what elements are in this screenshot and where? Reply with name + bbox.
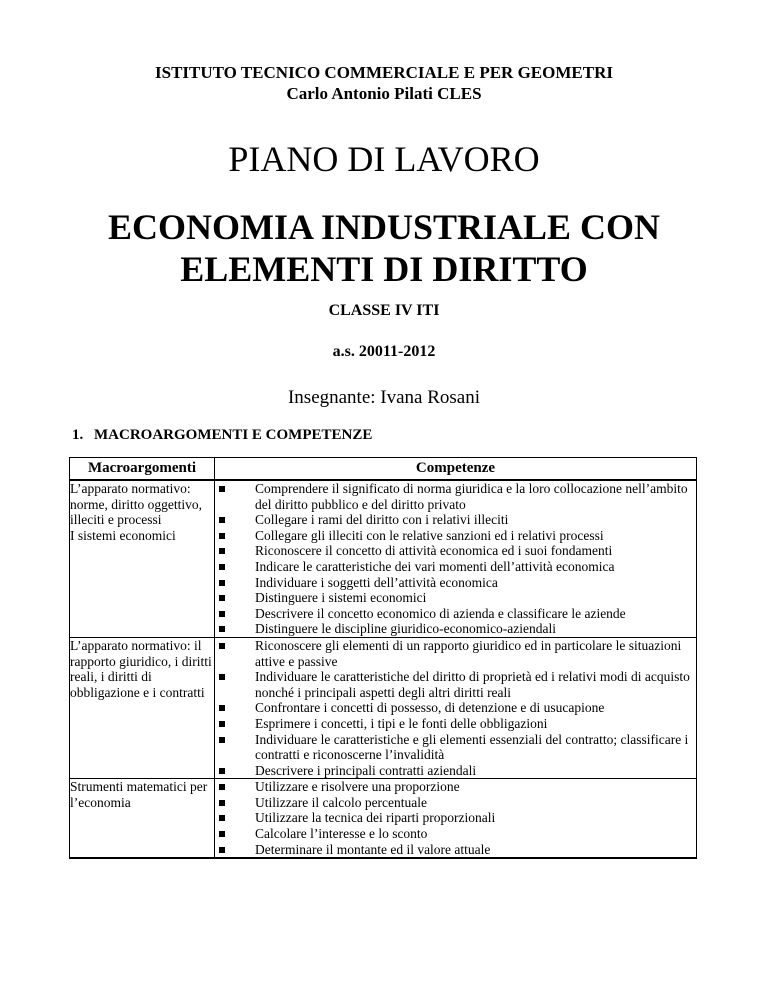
list-item <box>215 763 696 779</box>
competenza-text: Utilizzare la tecnica dei riparti proporzionali <box>255 810 496 826</box>
section-heading <box>72 427 372 444</box>
square-bullet-icon <box>219 548 225 554</box>
school-year-label: a.s. 20011-2012 <box>332 343 436 360</box>
square-bullet-icon <box>219 847 225 853</box>
square-bullet-icon <box>219 595 225 601</box>
square-bullet-icon <box>219 768 225 774</box>
table-row <box>70 637 697 778</box>
square-bullet-icon <box>219 737 225 743</box>
list-item <box>215 795 696 811</box>
macro-item: Strumenti matematici per l’economia <box>70 779 208 810</box>
list-item <box>215 716 696 732</box>
competences-table <box>69 457 697 859</box>
list-item <box>215 621 696 637</box>
square-bullet-icon <box>219 784 225 790</box>
square-bullet-icon <box>219 674 225 680</box>
table-header-row <box>70 458 697 481</box>
teacher-label: Insegnante: Ivana Rosani <box>287 387 481 408</box>
class-label: CLASSE IV ITI <box>328 302 440 319</box>
competenza-text: Individuare i soggetti dell’attività economica <box>255 574 498 590</box>
square-bullet-icon <box>219 580 225 586</box>
school-location: Carlo Antonio Pilati CLES <box>286 84 482 103</box>
macro-item: L’apparato normativo: norme, diritto oggettivo, illeciti e processi <box>70 481 202 528</box>
competenza-text: Utilizzare e risolvere una proporzione <box>255 779 460 795</box>
square-bullet-icon <box>219 486 225 492</box>
square-bullet-icon <box>219 517 225 523</box>
competenza-text: Distinguere le discipline giuridico-economico-aziendali <box>255 621 557 637</box>
list-item <box>215 481 696 512</box>
competenza-text: Collegare gli illeciti con le relative sanzioni ed i relativi processi <box>255 527 604 543</box>
list-item <box>215 606 696 622</box>
subject-line-1: ECONOMIA INDUSTRIALE CON <box>107 207 661 247</box>
section-number: 1. <box>72 427 84 443</box>
competenza-text: Determinare il montante ed il valore attuale <box>255 841 491 857</box>
square-bullet-icon <box>219 831 225 837</box>
list-item <box>215 732 696 763</box>
competenze-cell <box>215 779 697 858</box>
table-row <box>70 779 697 858</box>
list-item <box>215 638 696 669</box>
macro-item: I sistemi economici <box>70 527 176 543</box>
competenza-text: Individuare le caratteristiche e gli elementi essenziali del contratto; classificare i contratti e riconoscerne l’invalidità <box>255 731 689 763</box>
list-item <box>215 543 696 559</box>
square-bullet-icon <box>219 643 225 649</box>
competenza-text: Riconoscere gli elementi di un rapporto giuridico ed in particolare le situazioni attive e passive <box>255 637 682 669</box>
square-bullet-icon <box>219 626 225 632</box>
section-title: MACROARGOMENTI E COMPETENZE <box>94 427 373 443</box>
list-item <box>215 559 696 575</box>
square-bullet-icon <box>219 611 225 617</box>
header-macroargomenti: Macroargomenti <box>70 458 215 481</box>
macro-cell <box>70 637 215 778</box>
macro-cell <box>70 779 215 858</box>
list-item <box>215 528 696 544</box>
competenze-cell <box>215 480 697 637</box>
list-item <box>215 700 696 716</box>
square-bullet-icon <box>219 705 225 711</box>
competenze-list <box>215 481 696 637</box>
document-title: PIANO DI LAVORO <box>228 139 540 179</box>
subject-title <box>0 206 768 290</box>
competenza-text: Comprendere il significato di norma giuridica e la loro collocazione nell’ambito del diritto pubblico e del diritto privato <box>255 481 688 512</box>
competenze-list <box>215 638 696 778</box>
header-competenze: Competenze <box>215 458 697 481</box>
competenza-text: Riconoscere il concetto di attività economica ed i suoi fondamenti <box>255 543 613 559</box>
square-bullet-icon <box>219 800 225 806</box>
list-item <box>215 779 696 795</box>
school-header <box>0 62 768 104</box>
competenza-text: Calcolare l’interesse e lo sconto <box>255 826 428 842</box>
competenza-text: Individuare le caratteristiche del diritto di proprietà ed i relativi modi di acquisto nonché i principali aspetti degli altri diritti reali <box>255 669 690 700</box>
list-item <box>215 810 696 826</box>
table-row <box>70 480 697 637</box>
square-bullet-icon <box>219 815 225 821</box>
list-item <box>215 575 696 591</box>
square-bullet-icon <box>219 564 225 570</box>
competenza-text: Utilizzare il calcolo percentuale <box>255 794 428 810</box>
competenza-text: Confrontare i concetti di possesso, di detenzione e di usucapione <box>255 700 605 716</box>
subject-line-2: ELEMENTI DI DIRITTO <box>180 249 588 289</box>
square-bullet-icon <box>219 721 225 727</box>
competenza-text: Indicare le caratteristiche dei vari momenti dell’attività economica <box>255 558 615 574</box>
competenze-list <box>215 779 696 857</box>
competenza-text: Descrivere il concetto economico di azienda e classificare le aziende <box>255 605 626 621</box>
macro-item: L’apparato normativo: il rapporto giuridico, i diritti reali, i diritti di obbligazione e i contratti <box>70 637 212 700</box>
list-item <box>215 826 696 842</box>
competenze-cell <box>215 637 697 778</box>
competenza-text: Descrivere i principali contratti aziendali <box>255 762 477 778</box>
competenza-text: Distinguere i sistemi economici <box>255 590 427 606</box>
competenza-text: Esprimere i concetti, i tipi e le fonti delle obbligazioni <box>255 715 548 731</box>
square-bullet-icon <box>219 533 225 539</box>
macro-cell <box>70 480 215 637</box>
school-name: ISTITUTO TECNICO COMMERCIALE E PER GEOMETRI <box>155 63 613 82</box>
competenza-text: Collegare i rami del diritto con i relativi illeciti <box>255 512 509 528</box>
list-item <box>215 842 696 858</box>
list-item <box>215 512 696 528</box>
list-item <box>215 590 696 606</box>
list-item <box>215 669 696 700</box>
